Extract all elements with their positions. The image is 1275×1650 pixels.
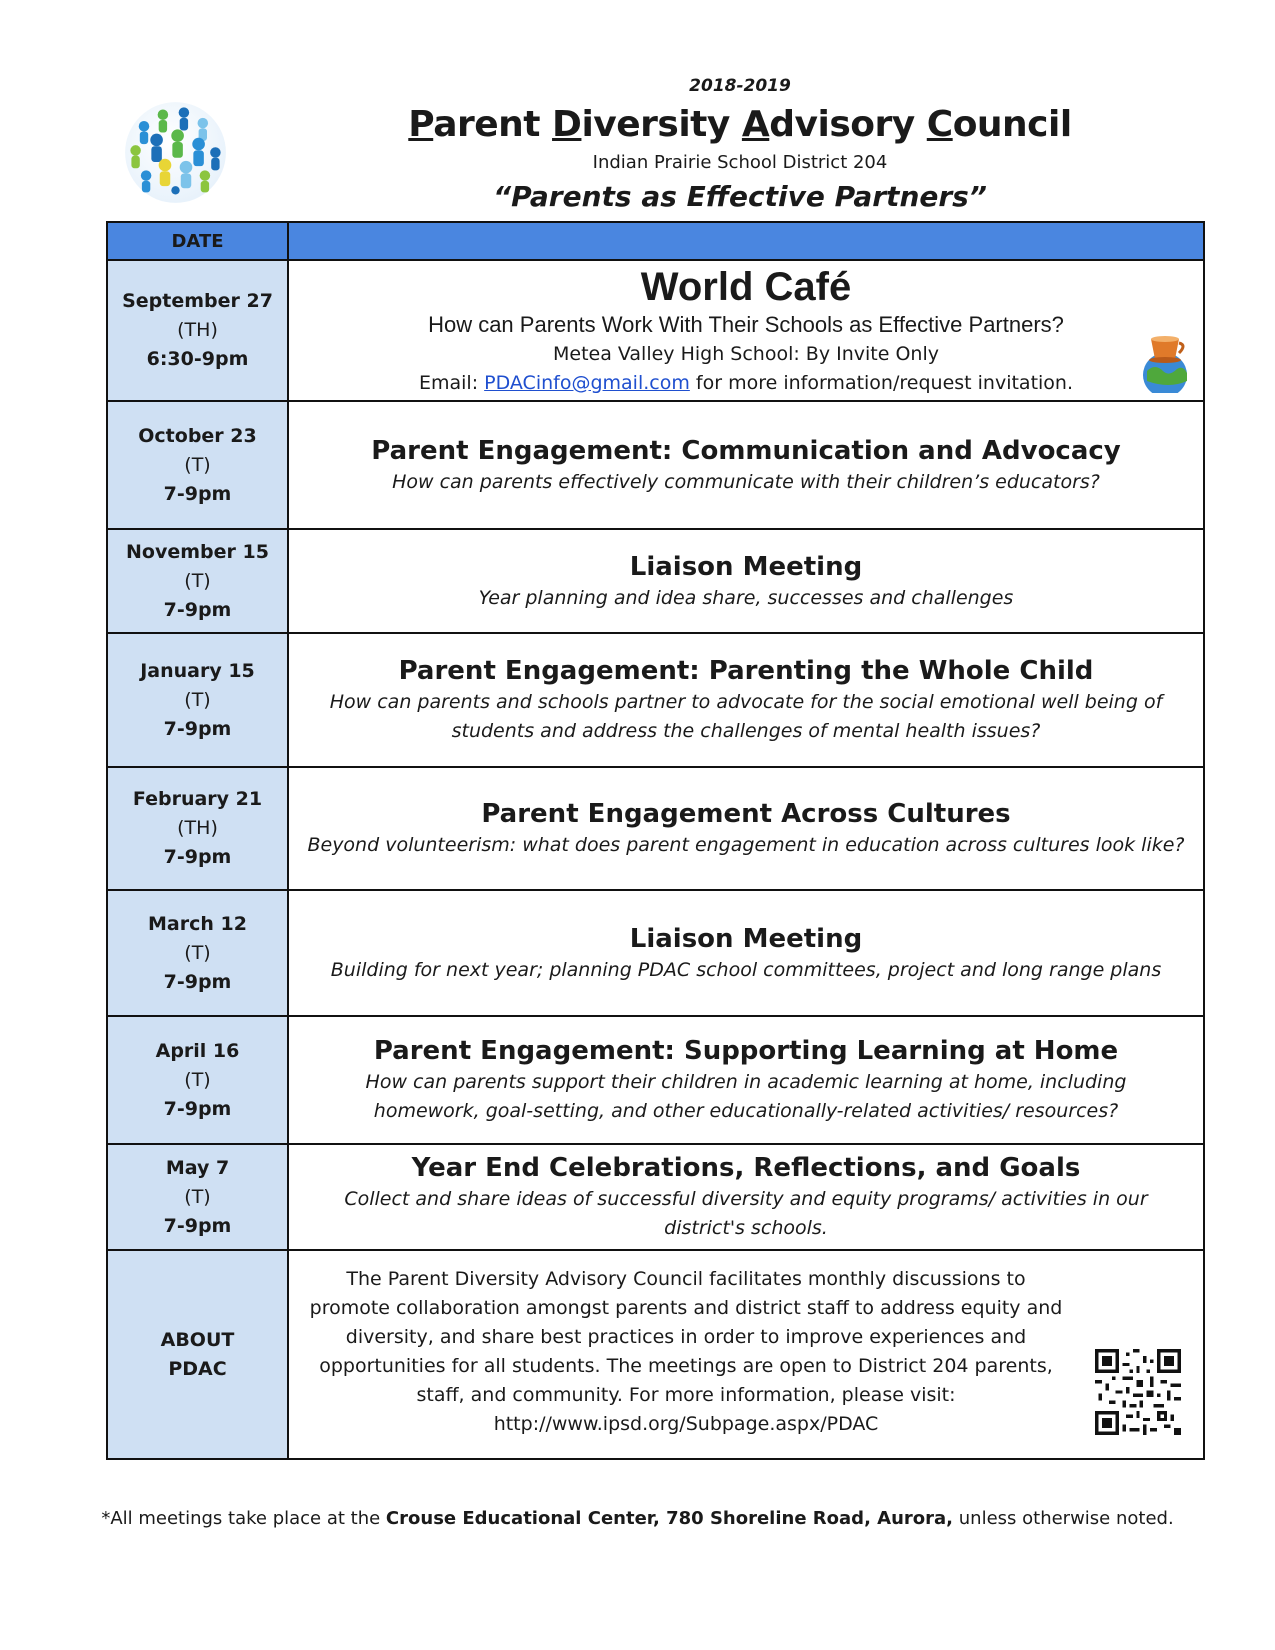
event-title: Liaison Meeting — [629, 923, 863, 954]
event-cell — [288, 767, 1204, 890]
table-row — [107, 401, 1204, 529]
meeting-location: Crouse Educational Center, 780 Shoreline Road, Aurora, — [385, 1508, 954, 1529]
event-title: World Café — [640, 264, 852, 309]
date-cell — [107, 1016, 288, 1144]
event-location: Metea Valley High School: By Invite Only — [552, 342, 939, 365]
event-description: How can parents and schools partner to advocate for the social emotional well being of students and address the challenges of mental health issues? — [329, 691, 1163, 742]
event-date: September 27 — [122, 290, 273, 312]
event-time: 7-9pm — [163, 717, 232, 740]
event-description: How can parents support their children in academic learning at home, including homework, goal-setting, and other educationally-related activities/ resources? — [365, 1071, 1127, 1122]
event-cell — [288, 529, 1204, 633]
slogan: “Parents as Effective Partners” — [493, 180, 987, 213]
event-day: (T) — [184, 1185, 211, 1208]
about-text: The Parent Diversity Advisory Council facilitates monthly discussions to promote collaboration amongst parents and district staff to address equity and diversity, and share best practices in order to improve experiences and opportunities for all students. The meetings are open to District 204 parents, staff, and community. For more information, please visit: — [309, 1267, 1063, 1406]
event-cell — [288, 890, 1204, 1016]
event-time: 7-9pm — [163, 1214, 232, 1237]
world-cafe-cup-icon — [1129, 329, 1201, 393]
event-question: How can Parents Work With Their Schools as Effective Partners? — [428, 311, 1064, 337]
event-cell — [288, 1016, 1204, 1144]
district-name: Indian Prairie School District 204 — [592, 152, 888, 173]
email-link[interactable]: PDACinfo@gmail.com — [484, 371, 690, 394]
table-row — [107, 633, 1204, 767]
event-cell — [288, 1144, 1204, 1250]
date-column-header: DATE — [107, 222, 288, 260]
about-url[interactable]: http://www.ipsd.org/Subpage.aspx/PDAC — [493, 1412, 879, 1435]
footnote: *All meetings take place at the Crouse Educational Center, 780 Shoreline Road, Aurora, unless otherwise noted. — [101, 1508, 1174, 1529]
table-row — [107, 1144, 1204, 1250]
event-title: Parent Engagement Across Cultures — [481, 799, 1011, 829]
event-email-line: Email: PDACinfo@gmail.com for more information/request invitation. — [418, 371, 1074, 394]
page-title: Parent Diversity Advisory Council — [408, 104, 1072, 145]
event-day: (TH) — [177, 319, 218, 341]
event-day: (T) — [184, 453, 211, 476]
event-title: Parent Engagement: Parenting the Whole Child — [398, 656, 1094, 686]
table-row — [107, 767, 1204, 890]
event-title: Year End Celebrations, Reflections, and Goals — [411, 1153, 1081, 1183]
event-day: (T) — [184, 1068, 211, 1091]
event-time: 7-9pm — [163, 1097, 232, 1120]
event-date: April 16 — [155, 1039, 240, 1062]
event-column-header — [288, 222, 1204, 260]
table-header-row — [107, 222, 1204, 260]
event-date: October 23 — [138, 424, 257, 447]
date-cell — [107, 529, 288, 633]
event-time: 6:30-9pm — [146, 348, 249, 370]
qr-code-icon[interactable] — [1095, 1349, 1181, 1435]
about-label-cell — [107, 1250, 288, 1459]
event-date: February 21 — [132, 788, 263, 810]
table-row — [107, 1016, 1204, 1144]
event-title: Parent Engagement: Supporting Learning at Home — [373, 1036, 1119, 1066]
event-description: Year planning and idea share, successes and challenges — [478, 586, 1014, 609]
about-description — [289, 1257, 1203, 1453]
event-cell — [288, 633, 1204, 767]
event-date: March 12 — [148, 912, 247, 935]
about-cell — [288, 1250, 1204, 1459]
date-cell — [107, 767, 288, 890]
event-cell — [288, 401, 1204, 529]
about-label-line2: PDAC — [168, 1357, 227, 1380]
date-cell — [107, 1144, 288, 1250]
event-day: (T) — [184, 688, 211, 711]
event-time: 7-9pm — [163, 482, 232, 505]
about-row — [107, 1250, 1204, 1459]
event-cell — [288, 260, 1204, 401]
school-year: 2018-2019 — [689, 76, 791, 96]
event-description: Building for next year; planning PDAC school committees, project and long range plans — [330, 958, 1162, 981]
event-date: January 15 — [140, 659, 255, 682]
event-time: 7-9pm — [163, 598, 232, 621]
globe-people-logo-icon — [123, 100, 228, 205]
table-row — [107, 260, 1204, 401]
date-cell — [107, 401, 288, 529]
event-description: Collect and share ideas of successful diversity and equity programs/ activities in our district's schools. — [344, 1188, 1148, 1239]
event-day: (T) — [184, 941, 211, 964]
schedule-table — [106, 221, 1205, 1460]
event-description: Beyond volunteerism: what does parent engagement in education across cultures look like? — [307, 834, 1185, 856]
event-day: (T) — [184, 569, 211, 592]
event-date: May 7 — [165, 1156, 230, 1179]
date-cell — [107, 890, 288, 1016]
table-row — [107, 529, 1204, 633]
event-date: November 15 — [126, 540, 269, 563]
date-cell — [107, 260, 288, 401]
event-time: 7-9pm — [163, 846, 232, 868]
event-time: 7-9pm — [163, 970, 232, 993]
date-cell — [107, 633, 288, 767]
about-label-line1: ABOUT — [160, 1328, 235, 1351]
event-day: (TH) — [177, 817, 218, 839]
event-description: How can parents effectively communicate with their children’s educators? — [392, 470, 1100, 493]
event-title: Parent Engagement: Communication and Advocacy — [371, 435, 1121, 466]
event-title: Liaison Meeting — [629, 551, 863, 582]
table-row — [107, 890, 1204, 1016]
